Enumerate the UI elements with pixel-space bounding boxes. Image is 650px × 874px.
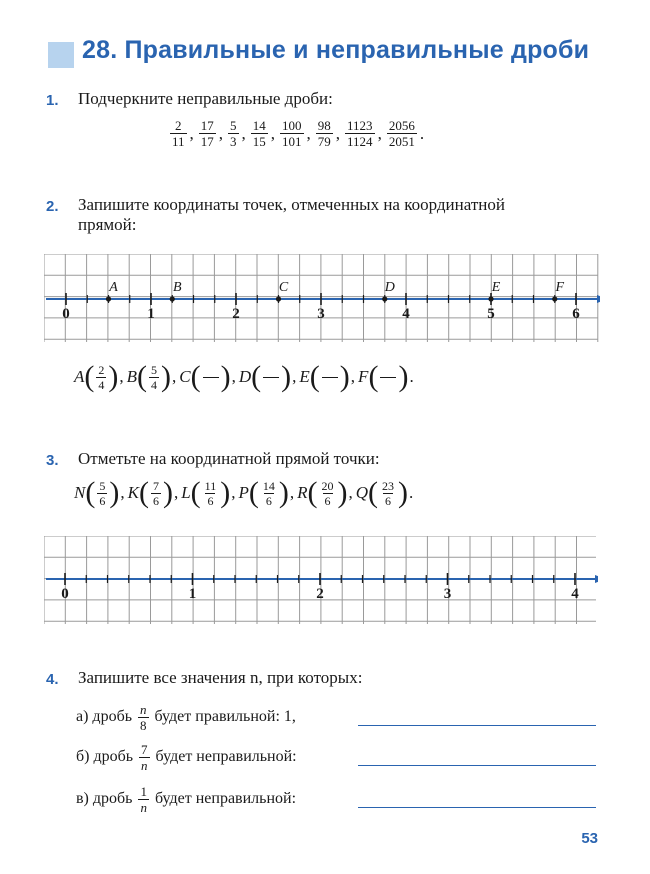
axis-point-label: B (172, 280, 182, 295)
point-letter: A (74, 367, 85, 386)
fraction-numerator: 14 (252, 118, 266, 133)
close-paren: ) (220, 476, 231, 509)
task-4-item-c-fraction (138, 784, 149, 815)
axis-number-label: 1 (147, 306, 155, 322)
axis-number-label: 6 (572, 306, 580, 322)
axis-point-mark (382, 296, 387, 301)
open-paren: ( (309, 360, 320, 393)
fraction-separator: , (306, 123, 311, 143)
point-letter: Q (355, 483, 369, 502)
axis-point-label: D (384, 280, 395, 295)
close-paren: ) (108, 360, 119, 393)
task-2-answer-row (74, 362, 417, 392)
fraction-numerator: 98 (317, 118, 331, 133)
task-4-item-b-fraction (139, 742, 150, 773)
point-separator: , (231, 367, 236, 386)
task-4-item-c-answer-field[interactable] (358, 807, 596, 808)
point-separator: , (231, 483, 236, 502)
open-paren: ( (85, 476, 96, 509)
point-separator: , (292, 367, 297, 386)
fraction-denominator: 4 (151, 377, 158, 392)
fraction-item (228, 118, 239, 149)
axis-point-mark (552, 296, 557, 301)
task-2-number: 2. (46, 198, 59, 215)
header-marker (48, 42, 74, 68)
list-end: . (409, 483, 414, 502)
coordinate-answer-field[interactable] (262, 365, 280, 390)
fraction-numerator: 5 (151, 362, 158, 377)
axis-number-label: 5 (487, 306, 495, 322)
axis-number-label: 3 (443, 586, 452, 602)
axis-point-label: A (109, 280, 118, 295)
close-paren: ) (109, 476, 120, 509)
open-paren: ( (138, 476, 149, 509)
fraction-item (199, 118, 216, 149)
fraction-numerator: 2056 (388, 118, 415, 133)
task-4-item-a (76, 702, 296, 733)
fraction-denominator: 6 (385, 493, 392, 508)
point-coordinate (151, 479, 161, 508)
point-separator: , (119, 367, 124, 386)
close-paren: ) (398, 360, 409, 393)
close-paren: ) (337, 476, 348, 509)
fraction-numerator: 1123 (347, 118, 373, 133)
fraction-denominator: 79 (317, 134, 331, 149)
close-paren: ) (162, 476, 173, 509)
axis-number-label: 4 (402, 306, 410, 322)
fraction-numerator: 20 (321, 478, 334, 493)
fraction-numerator: 5 (99, 478, 106, 493)
list-end: . (419, 123, 425, 143)
coordinate-answer-field[interactable] (321, 365, 339, 390)
close-paren: ) (278, 476, 289, 509)
fraction-separator: , (218, 123, 224, 143)
open-paren: ( (190, 360, 201, 393)
axis-number-label: 0 (61, 586, 69, 602)
task-4-item-a-suffix: будет правильной: 1, (154, 708, 296, 726)
axis-number-label: 2 (316, 586, 324, 602)
axis-point-mark (106, 296, 111, 301)
point-separator: , (172, 367, 177, 386)
task-4-item-c-prefix: в) дробь (76, 790, 133, 808)
fraction-denominator: 15 (252, 134, 266, 149)
task-4-item-c-suffix: будет неправильной: (154, 790, 297, 808)
open-paren: ( (368, 360, 379, 393)
axis-point-label: F (555, 280, 565, 295)
task-2-text-line2: прямой: (78, 215, 137, 234)
fraction-separator: , (189, 123, 194, 143)
close-paren: ) (161, 360, 172, 393)
task-3-number: 3. (46, 452, 59, 469)
point-letter: C (179, 367, 191, 386)
axis-point-mark (276, 296, 281, 301)
fraction-bar (380, 377, 396, 378)
point-letter: L (181, 483, 191, 502)
task-4-text: Запишите все значения n, при которых: (78, 668, 363, 687)
task-2-text-line1: Запишите координаты точек, отмеченных на координатной (78, 195, 505, 214)
point-letter: B (126, 367, 138, 386)
fraction-denominator: 17 (200, 134, 214, 149)
fraction-numerator: 7 (152, 478, 159, 493)
task-4-item-a-prefix: а) дробь (76, 708, 133, 726)
point-letter: N (74, 483, 86, 502)
point-separator: , (348, 483, 353, 502)
open-paren: ( (368, 476, 379, 509)
task-3-coordinate-grid[interactable] (44, 536, 598, 626)
fraction-item (345, 118, 375, 149)
fraction-numerator: 1 (140, 784, 147, 799)
fraction-numerator: 14 (262, 478, 275, 493)
task-4-item-c (76, 784, 296, 815)
task-1-fraction-list (168, 118, 427, 149)
fraction-denominator: 6 (152, 493, 159, 508)
point-letter: D (238, 367, 252, 386)
page-number: 53 (581, 830, 598, 847)
point-separator: , (173, 483, 179, 502)
coordinate-answer-field[interactable] (379, 365, 397, 390)
fraction-denominator: 1124 (347, 134, 373, 149)
task-3-text: Отметьте на координатной прямой точки: (78, 449, 380, 468)
fraction-denominator: 11 (172, 134, 185, 149)
fraction-denominator: n (140, 800, 147, 815)
axis-point-label: E (491, 280, 501, 295)
task-3-point-list (74, 478, 416, 508)
close-paren: ) (220, 360, 231, 393)
fraction-denominator: 8 (140, 718, 147, 733)
open-paren: ( (190, 476, 201, 509)
axis-point-mark (488, 296, 493, 301)
fraction-bar (322, 377, 338, 378)
fraction-denominator: 2051 (388, 134, 415, 149)
point-separator: , (289, 483, 295, 502)
axis-arrow-icon (595, 575, 598, 583)
point-separator: , (350, 367, 356, 386)
fraction-separator: , (270, 123, 276, 143)
fraction-denominator: 6 (99, 493, 106, 508)
task-4-item-b-answer-field[interactable] (358, 765, 596, 766)
coordinate-answer-field[interactable] (202, 365, 220, 390)
open-paren: ( (248, 476, 259, 509)
axis-number-label: 3 (317, 306, 325, 322)
axis-number-label: 1 (188, 586, 197, 602)
fraction-denominator: 101 (282, 134, 302, 149)
axis-arrow-icon (597, 295, 600, 303)
point-coordinate (203, 479, 219, 508)
point-letter: R (297, 483, 308, 502)
fraction-numerator: 23 (382, 478, 395, 493)
point-letter: E (299, 367, 310, 386)
fraction-denominator: n (141, 758, 148, 773)
point-coordinate (261, 479, 277, 508)
fraction-bar (203, 377, 219, 378)
point-separator: , (120, 483, 125, 502)
task-2-coordinate-grid (44, 254, 600, 344)
open-paren: ( (84, 360, 95, 393)
point-coordinate (96, 363, 106, 392)
fraction-separator: , (335, 123, 341, 143)
task-4-item-b-suffix: будет неправильной: (155, 748, 297, 766)
fraction-bar (263, 377, 279, 378)
fraction-denominator: 6 (324, 493, 331, 508)
open-paren: ( (251, 360, 262, 393)
fraction-numerator: 5 (230, 118, 237, 133)
axis-point-label: C (278, 280, 289, 295)
fraction-denominator: 6 (207, 493, 214, 508)
fraction-denominator: 6 (265, 493, 272, 508)
fraction-numerator: 11 (204, 478, 217, 493)
task-4-item-a-fraction (138, 702, 149, 733)
task-4-item-a-answer-field[interactable] (358, 725, 596, 726)
close-paren: ) (281, 360, 292, 393)
fraction-numerator: 17 (200, 118, 214, 133)
fraction-denominator: 4 (98, 377, 105, 392)
fraction-numerator: n (140, 702, 147, 717)
fraction-item (251, 118, 268, 149)
task-1-text: Подчеркните неправильные дроби: (78, 89, 333, 108)
close-paren: ) (339, 360, 350, 393)
page-title: 28. Правильные и неправильные дроби (82, 36, 590, 64)
task-4-item-b-prefix: б) дробь (76, 748, 134, 766)
fraction-separator: , (377, 123, 382, 143)
fraction-item (387, 118, 417, 149)
fraction-numerator: 7 (141, 742, 148, 757)
open-paren: ( (137, 360, 148, 393)
close-paren: ) (398, 476, 409, 509)
fraction-item (316, 118, 333, 149)
point-letter: K (127, 483, 139, 502)
fraction-numerator: 2 (175, 118, 182, 133)
axis-number-label: 2 (232, 306, 240, 322)
point-coordinate (149, 363, 159, 392)
fraction-separator: , (241, 123, 246, 143)
task-4-number: 4. (46, 671, 59, 688)
axis-number-label: 0 (62, 306, 70, 322)
fraction-numerator: 100 (282, 118, 302, 133)
task-4-item-b (76, 742, 297, 773)
list-end: . (409, 367, 414, 386)
task-1-number: 1. (46, 92, 59, 109)
fraction-numerator: 2 (98, 362, 105, 377)
point-coordinate (380, 479, 396, 508)
fraction-item (280, 118, 304, 149)
open-paren: ( (307, 476, 318, 509)
point-letter: F (358, 367, 369, 386)
axis-point-mark (170, 296, 175, 301)
point-coordinate (97, 479, 107, 508)
axis-number-label: 4 (571, 586, 579, 602)
fraction-item (170, 118, 187, 149)
point-letter: P (238, 483, 249, 502)
fraction-denominator: 3 (230, 134, 237, 149)
point-coordinate (320, 479, 336, 508)
